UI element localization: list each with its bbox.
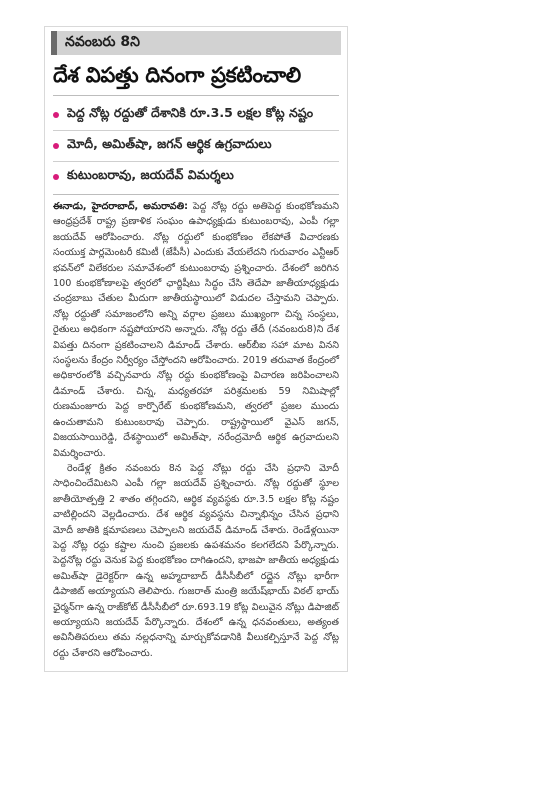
date-tag-bar — [51, 31, 341, 55]
highlight-list — [53, 100, 339, 192]
tag-accent-bar — [51, 31, 57, 55]
highlight-text: మోదీ, అమిత్‌షా, జగన్ ఆర్థిక ఉగ్రవాదులు — [67, 136, 272, 151]
highlight-item — [53, 100, 339, 131]
bullet-dot-icon — [53, 174, 59, 180]
article-body — [53, 199, 339, 661]
paragraph-1-text: పెద్ద నోట్ల రద్దు అతిపెద్ద కుంభకోణమని ఆంధ్రప్రదేశ్ రాష్ట్ర ప్రణాళిక సంఘం ఉపాధ్యక్షుడు కుటుంబరావు, ఎంపీ గల్లా జయదేవ్ ఆరోపించారు. నోట్ల రద్దులో కుంభకోణం లేకపోతే విచారణకు సంయుక్త పార్లమెంటరీ కమిటీ (జేపీసీ) ఎందుకు వేయలేదని గురువారం ఎన్టీఆర్ భవన్‌లో విలేకరుల సమావేశంలో కుటుంబరావు ప్రశ్నించారు. దేశంలో జరిగిన 100 కుంభకోణాలపై త్వరలో ఛార్జిషీటు సిద్ధం చేసి తెదేపా జాతీయాధ్యక్షుడు చంద్రబాబు చేతుల మీదుగా జాతీయస్థాయిలో విడుదల చేస్తామని చెప్పారు. నోట్ల రద్దుతో సమాజంలోని అన్ని వర్గాల ప్రజలు ముఖ్యంగా చిన్న సంస్థలు, రైతులు అధికంగా నష్టపోయారని అన్నారు. నోట్ల రద్దు తేదీ (నవంబరు8)ని దేశ విపత్తు దినంగా ప్రకటించాలని డిమాండ్ చేశారు. ఆర్‌బీఐ సహా మాట వినని సంస్థలను కేంద్రం నిర్వీర్యం చేస్తోందని ఆరోపించారు. 2019 తరువాత కేంద్రంలో అధికారంలోకి వచ్చినవారు నోట్ల రద్దు కుంభకోణంపై విచారణ జరిపించాలని డిమాండ్ చేశారు. చిన్న, మధ్యతరహా పరిశ్రమలకు 59 నిమిషాల్లో రుణమంజూరు పెద్ద కార్పొరేట్ కుంభకోణమని, త్వరలో ప్రజల ముందు ఉంచుతామని కుటుంబరావు చెప్పారు. రాష్ట్రస్థాయిలో వైఎస్ జగన్, విజయసాయిరెడ్డి, దేశస్థాయిలో అమిత్‌షా, నరేంద్రమోదీ ఆర్థిక ఉగ్రవాదులని విమర్శించారు. — [53, 201, 339, 459]
highlight-item — [53, 131, 339, 162]
body-divider — [53, 194, 339, 195]
headline-divider — [53, 95, 339, 96]
bullet-dot-icon — [53, 143, 59, 149]
dateline: ఈనాడు, హైదరాబాద్, అమరావతి: — [53, 201, 188, 212]
news-clipping — [44, 26, 348, 672]
headline: దేశ విపత్తు దినంగా ప్రకటించాలి — [53, 63, 301, 87]
highlight-text: కుటుంబరావు, జయదేవ్ విమర్శలు — [67, 167, 234, 182]
bullet-dot-icon — [53, 112, 59, 118]
date-tag-label: నవంబరు 8ని — [65, 33, 140, 50]
highlight-text: పెద్ద నోట్ల రద్దుతో దేశానికి రూ.3.5 లక్షల కోట్ల నష్టం — [67, 105, 314, 120]
highlight-item — [53, 162, 339, 192]
article-paragraph-2: రెండేళ్ల క్రితం నవంబరు 8న పెద్ద నోట్లు రద్దు చేసి ప్రధాని మోదీ సాధించిందేమిటని ఎంపీ గల్లా జయదేవ్ ప్రశ్నించారు. నోట్ల రద్దుతో స్థూల జాతీయోత్పత్తి 2 శాతం తగ్గిందని, ఆర్థిక వ్యవస్థకు రూ.3.5 లక్షల కోట్ల నష్టం వాటిల్లిందని వెల్లడించారు. దేశ ఆర్థిక వ్యవస్థను చిన్నాభిన్నం చేసిన ప్రధాని మోదీ జాతికి క్షమాపణలు చెప్పాలని జయదేవ్ డిమాండ్ చేశారు. రెండేళ్లయినా పెద్ద నోట్ల రద్దు కష్టాల నుంచి ప్రజలకు ఉపశమనం కలగలేదని పేర్కొన్నారు. పెద్దనోట్ల రద్దు వెనుక పెద్ద కుంభకోణం దాగిఉందని, భాజపా జాతీయ అధ్యక్షుడు అమిత్‌షా డైరెక్టర్‌గా ఉన్న అహ్మదాబాద్ డీసీసీబీలో రద్దైన నోట్లు భారీగా డిపాజిట్ అయ్యాయని తెలిపారు. గుజరాత్ మంత్రి జయేష్‌భాయ్ విఠల్ భాయ్ ఛైర్మన్‌గా ఉన్న రాజ్‌కోట్ డీసీసీబీలో రూ.693.19 కోట్ల విలువైన నోట్లు డిపాజిట్ అయ్యాయని జయదేవ్ పేర్కొన్నారు. దేశంలో ఉన్న ధనవంతులు, అత్యంత అవినీతిపరులు తమ నల్లధనాన్ని మార్చుకోవడానికి వీలుకల్పిస్తూనే పెద్ద నోట్ల రద్దు చేశారని ఆరోపించారు. — [53, 462, 339, 659]
article-paragraph-1 — [53, 199, 339, 461]
